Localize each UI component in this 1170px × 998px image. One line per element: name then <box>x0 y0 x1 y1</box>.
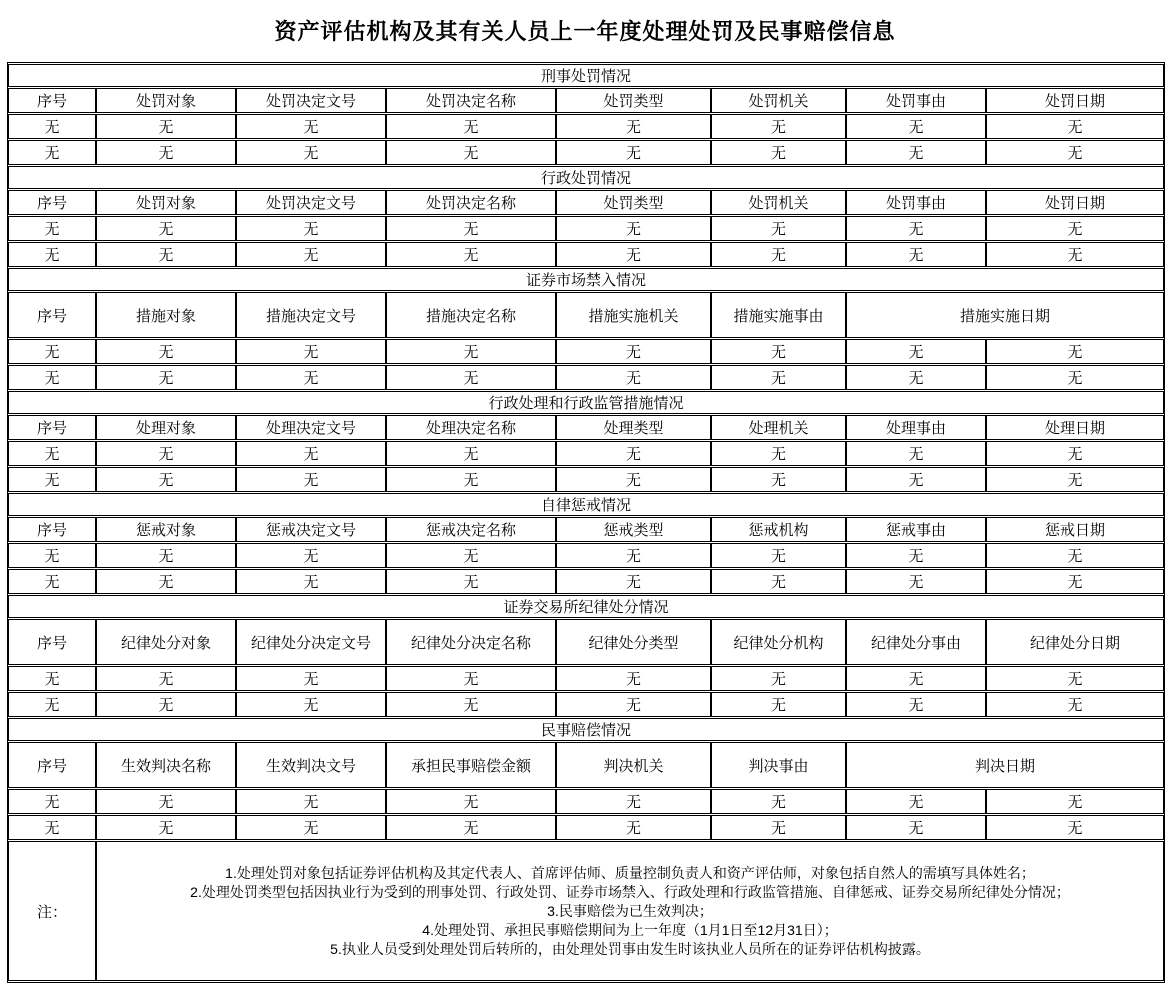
table-cell: 无 <box>846 467 986 492</box>
table-row <box>8 339 1164 364</box>
table-cell: 无 <box>96 692 236 717</box>
table-cell: 无 <box>711 242 846 267</box>
column-header: 序号 <box>8 292 96 338</box>
column-header: 惩戒决定文号 <box>236 517 386 542</box>
table-cell: 无 <box>386 569 556 594</box>
column-header: 判决机关 <box>556 742 711 788</box>
column-header: 惩戒对象 <box>96 517 236 542</box>
table-row <box>8 815 1164 840</box>
table-cell: 无 <box>236 815 386 840</box>
table-row <box>8 114 1164 139</box>
table-cell: 无 <box>711 467 846 492</box>
table-cell: 无 <box>986 242 1164 267</box>
table-cell: 无 <box>386 543 556 568</box>
section-title: 刑事处罚情况 <box>8 64 1164 87</box>
table-cell: 无 <box>386 467 556 492</box>
table-row <box>8 569 1164 594</box>
table-cell: 无 <box>556 365 711 390</box>
column-header: 惩戒决定名称 <box>386 517 556 542</box>
column-header: 纪律处分决定文号 <box>236 619 386 665</box>
table-cell: 无 <box>96 441 236 466</box>
column-header: 处罚类型 <box>556 190 711 215</box>
table-cell: 无 <box>96 569 236 594</box>
table-cell: 无 <box>846 666 986 691</box>
table-cell: 无 <box>236 216 386 241</box>
column-header: 序号 <box>8 415 96 440</box>
page-title: 资产评估机构及其有关人员上一年度处理处罚及民事赔偿信息 <box>274 19 896 44</box>
notes-body <box>96 841 1164 981</box>
column-header: 处罚机关 <box>711 88 846 113</box>
table-cell: 无 <box>846 441 986 466</box>
column-header: 生效判决文号 <box>236 742 386 788</box>
column-header: 生效判决名称 <box>96 742 236 788</box>
table-cell: 无 <box>846 216 986 241</box>
table-cell: 无 <box>236 692 386 717</box>
notes-row <box>8 841 1164 981</box>
table-cell: 无 <box>986 140 1164 165</box>
section-title-row <box>8 391 1164 414</box>
column-header: 处罚决定文号 <box>236 88 386 113</box>
table-cell: 无 <box>236 467 386 492</box>
table-cell: 无 <box>8 569 96 594</box>
table-cell: 无 <box>556 242 711 267</box>
table-cell: 无 <box>236 569 386 594</box>
table-cell: 无 <box>386 140 556 165</box>
column-header: 处罚事由 <box>846 190 986 215</box>
column-header: 纪律处分机构 <box>711 619 846 665</box>
table-row <box>8 692 1164 717</box>
table-cell: 无 <box>96 815 236 840</box>
table-cell: 无 <box>8 365 96 390</box>
table-cell: 无 <box>556 789 711 814</box>
penalty-table <box>7 62 1165 983</box>
table-cell: 无 <box>846 815 986 840</box>
column-header: 惩戒机构 <box>711 517 846 542</box>
column-header: 处理机关 <box>711 415 846 440</box>
table-cell: 无 <box>711 569 846 594</box>
column-header: 序号 <box>8 517 96 542</box>
table-cell: 无 <box>236 114 386 139</box>
table-cell: 无 <box>386 242 556 267</box>
table-cell: 无 <box>96 339 236 364</box>
column-header: 处理事由 <box>846 415 986 440</box>
table-cell: 无 <box>386 666 556 691</box>
table-cell: 无 <box>846 789 986 814</box>
table-cell: 无 <box>711 692 846 717</box>
table-cell: 无 <box>556 339 711 364</box>
section-title-row <box>8 493 1164 516</box>
table-cell: 无 <box>386 339 556 364</box>
table-cell: 无 <box>236 339 386 364</box>
table-cell: 无 <box>711 543 846 568</box>
column-header: 判决事由 <box>711 742 846 788</box>
table-cell: 无 <box>986 365 1164 390</box>
column-header: 处罚类型 <box>556 88 711 113</box>
table-cell: 无 <box>8 543 96 568</box>
column-header: 序号 <box>8 619 96 665</box>
table-row <box>8 666 1164 691</box>
table-cell: 无 <box>846 365 986 390</box>
table-cell: 无 <box>236 242 386 267</box>
table-cell: 无 <box>711 365 846 390</box>
section-header-row <box>8 88 1164 113</box>
section-title: 行政处理和行政监管措施情况 <box>8 391 1164 414</box>
table-cell: 无 <box>986 114 1164 139</box>
table-row <box>8 365 1164 390</box>
section-header-row <box>8 517 1164 542</box>
column-header: 措施决定文号 <box>236 292 386 338</box>
table-cell: 无 <box>236 666 386 691</box>
table-cell: 无 <box>986 216 1164 241</box>
table-cell: 无 <box>8 789 96 814</box>
column-header: 处罚事由 <box>846 88 986 113</box>
table-cell: 无 <box>236 543 386 568</box>
table-cell: 无 <box>556 140 711 165</box>
section-title-row <box>8 595 1164 618</box>
column-header: 措施实施日期 <box>846 292 1164 338</box>
table-cell: 无 <box>556 467 711 492</box>
table-cell: 无 <box>386 114 556 139</box>
column-header: 承担民事赔偿金额 <box>386 742 556 788</box>
column-header: 处罚日期 <box>986 88 1164 113</box>
table-cell: 无 <box>96 365 236 390</box>
table-cell: 无 <box>986 569 1164 594</box>
column-header: 纪律处分对象 <box>96 619 236 665</box>
table-cell: 无 <box>236 140 386 165</box>
section-header-row <box>8 415 1164 440</box>
notes-text-line: 2.处理处罚类型包括因执业行为受到的刑事处罚、行政处罚、证券市场禁入、行政处理和行政监管措施、自律惩戒、证券交易所纪律处分情况； <box>190 883 1070 900</box>
table-cell: 无 <box>96 242 236 267</box>
section-title: 证券交易所纪律处分情况 <box>8 595 1164 618</box>
column-header: 处罚决定文号 <box>236 190 386 215</box>
table-cell: 无 <box>386 692 556 717</box>
table-cell: 无 <box>386 441 556 466</box>
table-cell: 无 <box>711 815 846 840</box>
table-cell: 无 <box>8 140 96 165</box>
table-cell: 无 <box>8 467 96 492</box>
table-cell: 无 <box>986 543 1164 568</box>
column-header: 处罚对象 <box>96 88 236 113</box>
notes-text-line: 4.处理处罚、承担民事赔偿期间为上一年度（1月1日至12月31日）； <box>422 921 838 938</box>
table-cell: 无 <box>711 339 846 364</box>
table-cell: 无 <box>96 216 236 241</box>
table-cell: 无 <box>986 692 1164 717</box>
column-header: 序号 <box>8 742 96 788</box>
table-cell: 无 <box>8 216 96 241</box>
table-cell: 无 <box>556 815 711 840</box>
section-title-row <box>8 268 1164 291</box>
column-header: 处理决定名称 <box>386 415 556 440</box>
table-cell: 无 <box>386 815 556 840</box>
section-title-row <box>8 64 1164 87</box>
table-cell: 无 <box>986 815 1164 840</box>
table-row <box>8 543 1164 568</box>
column-header: 措施决定名称 <box>386 292 556 338</box>
table-cell: 无 <box>236 365 386 390</box>
table-cell: 无 <box>386 365 556 390</box>
table-row <box>8 140 1164 165</box>
table-row <box>8 467 1164 492</box>
table-cell: 无 <box>711 114 846 139</box>
table-cell: 无 <box>711 441 846 466</box>
table-cell: 无 <box>986 666 1164 691</box>
table-cell: 无 <box>711 140 846 165</box>
column-header: 措施对象 <box>96 292 236 338</box>
notes-label: 注： <box>8 841 96 981</box>
column-header: 处罚日期 <box>986 190 1164 215</box>
table-cell: 无 <box>236 441 386 466</box>
table-cell: 无 <box>556 569 711 594</box>
table-cell: 无 <box>711 789 846 814</box>
table-cell: 无 <box>96 140 236 165</box>
table-cell: 无 <box>8 114 96 139</box>
table-cell: 无 <box>556 216 711 241</box>
table-cell: 无 <box>711 666 846 691</box>
table-cell: 无 <box>556 114 711 139</box>
column-header: 处罚对象 <box>96 190 236 215</box>
section-header-row <box>8 292 1164 338</box>
section-title-row <box>8 166 1164 189</box>
section-header-row <box>8 619 1164 665</box>
column-header: 序号 <box>8 88 96 113</box>
table-cell: 无 <box>96 114 236 139</box>
table-cell: 无 <box>986 467 1164 492</box>
section-title: 证券市场禁入情况 <box>8 268 1164 291</box>
notes-text-line: 5.执业人员受到处理处罚后转所的，由处理处罚事由发生时该执业人员所在的证券评估机构披露。 <box>330 940 930 957</box>
table-cell: 无 <box>986 789 1164 814</box>
table-cell: 无 <box>8 692 96 717</box>
table-row <box>8 441 1164 466</box>
table-cell: 无 <box>986 441 1164 466</box>
table-cell: 无 <box>556 441 711 466</box>
table-cell: 无 <box>556 666 711 691</box>
table-cell: 无 <box>711 216 846 241</box>
column-header: 惩戒事由 <box>846 517 986 542</box>
column-header: 措施实施事由 <box>711 292 846 338</box>
table-cell: 无 <box>386 789 556 814</box>
table-cell: 无 <box>846 339 986 364</box>
penalty-table-body <box>8 64 1164 981</box>
section-title: 自律惩戒情况 <box>8 493 1164 516</box>
table-cell: 无 <box>96 543 236 568</box>
table-cell: 无 <box>8 815 96 840</box>
column-header: 处理决定文号 <box>236 415 386 440</box>
table-cell: 无 <box>386 216 556 241</box>
table-row <box>8 216 1164 241</box>
table-cell: 无 <box>556 543 711 568</box>
column-header: 惩戒日期 <box>986 517 1164 542</box>
column-header: 处罚机关 <box>711 190 846 215</box>
column-header: 处理日期 <box>986 415 1164 440</box>
table-cell: 无 <box>846 114 986 139</box>
table-cell: 无 <box>986 339 1164 364</box>
table-row <box>8 789 1164 814</box>
table-cell: 无 <box>96 789 236 814</box>
notes-text-line: 1.处理处罚对象包括证券评估机构及其定代表人、首席评估师、质量控制负责人和资产评估师，对象包括自然人的需填写具体姓名； <box>225 864 1035 881</box>
column-header: 处理类型 <box>556 415 711 440</box>
table-cell: 无 <box>846 569 986 594</box>
column-header: 序号 <box>8 190 96 215</box>
table-cell: 无 <box>846 242 986 267</box>
table-cell: 无 <box>236 789 386 814</box>
column-header: 纪律处分日期 <box>986 619 1164 665</box>
column-header: 处理对象 <box>96 415 236 440</box>
table-cell: 无 <box>8 666 96 691</box>
column-header: 处罚决定名称 <box>386 88 556 113</box>
section-title: 民事赔偿情况 <box>8 718 1164 741</box>
table-cell: 无 <box>8 339 96 364</box>
section-title-row <box>8 718 1164 741</box>
section-title: 行政处罚情况 <box>8 166 1164 189</box>
table-cell: 无 <box>8 441 96 466</box>
table-cell: 无 <box>846 692 986 717</box>
column-header: 处罚决定名称 <box>386 190 556 215</box>
section-header-row <box>8 742 1164 788</box>
column-header: 纪律处分事由 <box>846 619 986 665</box>
table-cell: 无 <box>96 467 236 492</box>
notes-text-line: 3.民事赔偿为已生效判决； <box>547 902 713 919</box>
column-header: 纪律处分类型 <box>556 619 711 665</box>
table-cell: 无 <box>96 666 236 691</box>
table-cell: 无 <box>846 543 986 568</box>
table-cell: 无 <box>8 242 96 267</box>
table-cell: 无 <box>846 140 986 165</box>
column-header: 判决日期 <box>846 742 1164 788</box>
section-header-row <box>8 190 1164 215</box>
column-header: 惩戒类型 <box>556 517 711 542</box>
column-header: 措施实施机关 <box>556 292 711 338</box>
table-row <box>8 242 1164 267</box>
column-header: 纪律处分决定名称 <box>386 619 556 665</box>
table-cell: 无 <box>556 692 711 717</box>
